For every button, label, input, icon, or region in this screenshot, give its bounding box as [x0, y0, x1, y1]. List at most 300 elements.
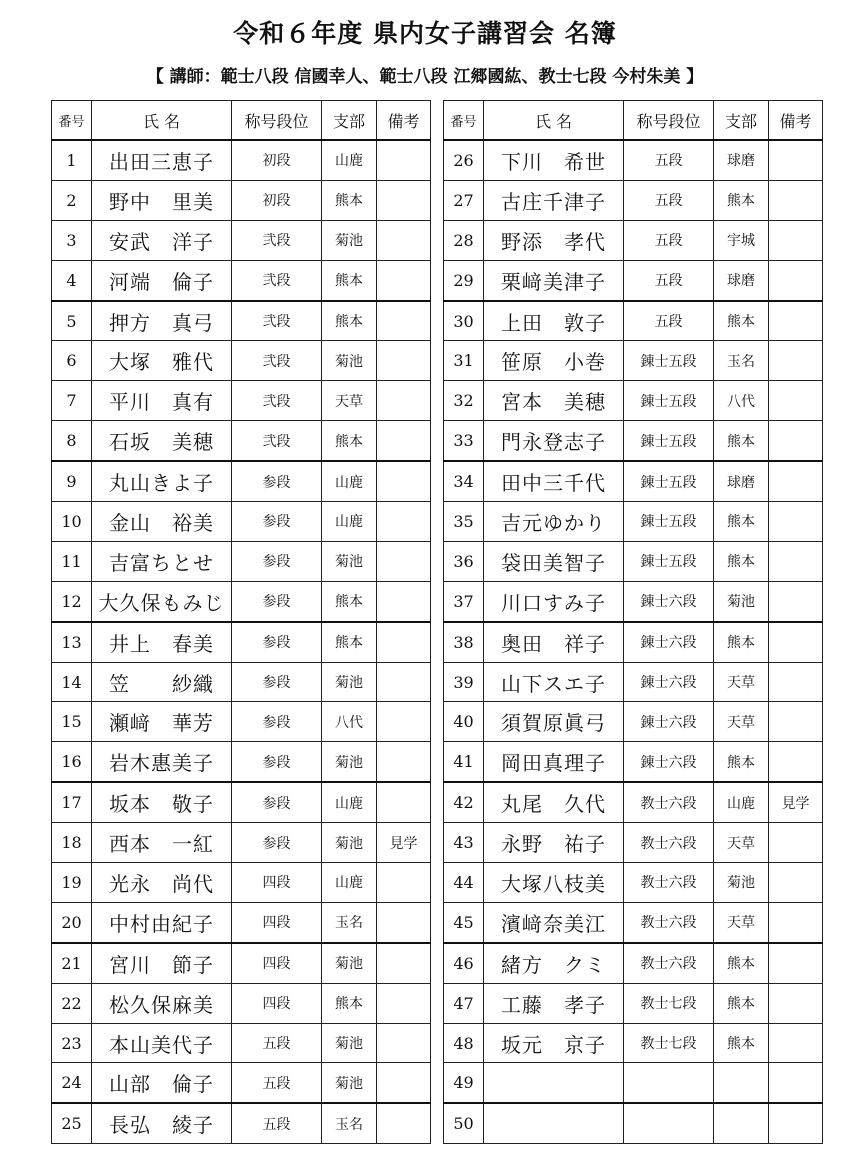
member-rank: 錬士六段: [624, 702, 714, 742]
table-row: [444, 301, 823, 341]
roster-body-right: [444, 140, 823, 1144]
member-branch: 熊本: [322, 581, 377, 621]
member-number: 26: [444, 140, 484, 180]
table-row: [52, 260, 431, 300]
member-branch: 天草: [714, 902, 769, 942]
member-name: 笠 紗織: [92, 662, 232, 702]
member-remarks: [377, 260, 431, 300]
member-rank: 参段: [232, 502, 322, 542]
member-rank: 五段: [624, 220, 714, 260]
member-remarks: [769, 260, 823, 300]
member-name: 大久保もみじ: [92, 581, 232, 621]
member-number: 33: [444, 421, 484, 461]
header-branch: 支部: [322, 101, 377, 141]
member-number: 25: [52, 1103, 92, 1143]
member-name: 袋田美智子: [484, 541, 624, 581]
member-remarks: [769, 742, 823, 782]
member-rank: 錬士六段: [624, 662, 714, 702]
table-row: [444, 863, 823, 903]
member-rank: 五段: [624, 301, 714, 341]
member-rank: 五段: [624, 140, 714, 180]
table-row: [52, 381, 431, 421]
member-remarks: [377, 502, 431, 542]
member-remarks: [769, 301, 823, 341]
table-row: [52, 1023, 431, 1063]
member-remarks: [377, 301, 431, 341]
member-number: 17: [52, 782, 92, 822]
header-name: 氏 名: [92, 101, 232, 141]
table-row: [444, 341, 823, 381]
roster-table-left: [51, 100, 431, 1144]
member-name: 吉元ゆかり: [484, 502, 624, 542]
member-remarks: 見学: [377, 823, 431, 863]
member-remarks: [377, 180, 431, 220]
member-rank: 教士六段: [624, 863, 714, 903]
member-number: 41: [444, 742, 484, 782]
member-branch: 天草: [322, 381, 377, 421]
member-branch: 菊池: [322, 662, 377, 702]
member-rank: 弐段: [232, 421, 322, 461]
table-row: [52, 662, 431, 702]
member-number: 31: [444, 341, 484, 381]
member-number: 38: [444, 622, 484, 662]
member-number: 4: [52, 260, 92, 300]
member-branch: 天草: [714, 662, 769, 702]
member-number: 30: [444, 301, 484, 341]
member-branch: [714, 1063, 769, 1103]
member-number: 45: [444, 902, 484, 942]
member-rank: 弐段: [232, 260, 322, 300]
member-remarks: [377, 1023, 431, 1063]
member-name: 丸山きよ子: [92, 461, 232, 501]
table-row: [52, 140, 431, 180]
table-row: [52, 341, 431, 381]
member-rank: 初段: [232, 180, 322, 220]
member-rank: 参段: [232, 702, 322, 742]
member-number: 36: [444, 541, 484, 581]
member-name: 坂本 敬子: [92, 782, 232, 822]
member-remarks: [377, 863, 431, 903]
member-number: 40: [444, 702, 484, 742]
member-name: 上田 敦子: [484, 301, 624, 341]
member-rank: 教士六段: [624, 782, 714, 822]
member-remarks: [769, 541, 823, 581]
table-row: [52, 622, 431, 662]
member-rank: 参段: [232, 662, 322, 702]
member-remarks: [377, 381, 431, 421]
member-remarks: [377, 1063, 431, 1103]
member-remarks: [769, 823, 823, 863]
member-rank: 錬士六段: [624, 622, 714, 662]
member-number: 20: [52, 902, 92, 942]
member-name: 栗﨑美津子: [484, 260, 624, 300]
member-remarks: [377, 622, 431, 662]
member-name: 野中 里美: [92, 180, 232, 220]
member-remarks: [769, 1103, 823, 1143]
member-branch: 山鹿: [322, 461, 377, 501]
header-remarks: 備考: [769, 101, 823, 141]
member-remarks: [769, 581, 823, 621]
member-remarks: [769, 461, 823, 501]
member-remarks: [769, 140, 823, 180]
table-row: [52, 1063, 431, 1103]
member-remarks: [377, 742, 431, 782]
table-row: [52, 541, 431, 581]
member-number: 11: [52, 541, 92, 581]
member-rank: 参段: [232, 541, 322, 581]
table-row: [444, 220, 823, 260]
table-row: [444, 702, 823, 742]
member-remarks: [377, 1103, 431, 1143]
member-branch: 熊本: [322, 622, 377, 662]
member-branch: 熊本: [714, 421, 769, 461]
table-row: [52, 902, 431, 942]
member-number: 23: [52, 1023, 92, 1063]
member-branch: 宇城: [714, 220, 769, 260]
member-number: 18: [52, 823, 92, 863]
member-name: 中村由紀子: [92, 902, 232, 942]
member-remarks: [769, 983, 823, 1023]
member-name: 岡田真理子: [484, 742, 624, 782]
table-row: [444, 381, 823, 421]
member-branch: 山鹿: [322, 502, 377, 542]
header-rank: 称号段位: [624, 101, 714, 141]
member-branch: 熊本: [322, 421, 377, 461]
member-remarks: 見学: [769, 782, 823, 822]
member-name: 岩木惠美子: [92, 742, 232, 782]
member-number: 37: [444, 581, 484, 621]
instructors-line: 【 講師：範士八段 信國幸人、範士八段 江郷國紘、教士七段 今村朱美 】: [146, 67, 704, 87]
member-name: 吉富ちとせ: [92, 541, 232, 581]
table-row: [52, 742, 431, 782]
member-name: 山部 倫子: [92, 1063, 232, 1103]
table-row: [444, 742, 823, 782]
member-branch: 球磨: [714, 461, 769, 501]
member-number: 29: [444, 260, 484, 300]
member-remarks: [377, 421, 431, 461]
member-number: 21: [52, 943, 92, 983]
member-rank: 弐段: [232, 301, 322, 341]
member-rank: 参段: [232, 461, 322, 501]
member-rank: 参段: [232, 782, 322, 822]
table-row: [52, 461, 431, 501]
member-name: [484, 1063, 624, 1103]
member-name: 丸尾 久代: [484, 782, 624, 822]
member-remarks: [769, 341, 823, 381]
member-name: 濱﨑奈美江: [484, 902, 624, 942]
member-rank: 五段: [232, 1103, 322, 1143]
member-number: 9: [52, 461, 92, 501]
member-name: 出田三恵子: [92, 140, 232, 180]
member-branch: 菊池: [322, 742, 377, 782]
table-row: [444, 180, 823, 220]
member-name: 笹原 小巻: [484, 341, 624, 381]
member-name: 永野 祐子: [484, 823, 624, 863]
member-name: 西本 一紅: [92, 823, 232, 863]
member-number: 13: [52, 622, 92, 662]
table-row: [52, 983, 431, 1023]
member-rank: 五段: [624, 180, 714, 220]
member-branch: 菊池: [322, 341, 377, 381]
member-number: 34: [444, 461, 484, 501]
member-name: 平川 真有: [92, 381, 232, 421]
member-name: 大塚八枝美: [484, 863, 624, 903]
table-row: [52, 502, 431, 542]
member-name: 石坂 美穂: [92, 421, 232, 461]
member-name: 松久保麻美: [92, 983, 232, 1023]
member-name: 井上 春美: [92, 622, 232, 662]
table-row: [444, 622, 823, 662]
member-branch: 菊池: [322, 1023, 377, 1063]
member-branch: 熊本: [714, 301, 769, 341]
member-number: 14: [52, 662, 92, 702]
header-rank: 称号段位: [232, 101, 322, 141]
member-remarks: [769, 421, 823, 461]
member-branch: 山鹿: [322, 782, 377, 822]
table-row: [444, 943, 823, 983]
member-number: 8: [52, 421, 92, 461]
roster-body-left: [52, 140, 431, 1144]
member-rank: 錬士五段: [624, 381, 714, 421]
member-branch: 天草: [714, 823, 769, 863]
member-name: 工藤 孝子: [484, 983, 624, 1023]
member-number: 43: [444, 823, 484, 863]
member-number: 42: [444, 782, 484, 822]
member-remarks: [377, 220, 431, 260]
member-rank: 弐段: [232, 341, 322, 381]
member-number: 16: [52, 742, 92, 782]
member-number: 28: [444, 220, 484, 260]
member-branch: 球磨: [714, 260, 769, 300]
header-row: [444, 101, 823, 141]
member-number: 44: [444, 863, 484, 903]
member-remarks: [769, 220, 823, 260]
member-remarks: [377, 943, 431, 983]
member-number: 39: [444, 662, 484, 702]
table-row: [444, 541, 823, 581]
member-name: 緒方 クミ: [484, 943, 624, 983]
header-name: 氏 名: [484, 101, 624, 141]
member-branch: [714, 1103, 769, 1143]
member-rank: 錬士五段: [624, 461, 714, 501]
member-number: 32: [444, 381, 484, 421]
member-rank: 五段: [232, 1023, 322, 1063]
table-row: [52, 1103, 431, 1143]
member-rank: 弐段: [232, 381, 322, 421]
table-row: [52, 421, 431, 461]
member-branch: 菊池: [322, 823, 377, 863]
member-name: 河端 倫子: [92, 260, 232, 300]
member-rank: 初段: [232, 140, 322, 180]
member-rank: 弐段: [232, 220, 322, 260]
member-rank: 錬士六段: [624, 581, 714, 621]
member-remarks: [769, 662, 823, 702]
member-name: 長弘 綾子: [92, 1103, 232, 1143]
table-row: [52, 702, 431, 742]
member-remarks: [769, 381, 823, 421]
member-number: 10: [52, 502, 92, 542]
member-rank: 四段: [232, 983, 322, 1023]
member-rank: 四段: [232, 863, 322, 903]
table-row: [444, 782, 823, 822]
member-branch: 熊本: [322, 983, 377, 1023]
member-name: 坂元 京子: [484, 1023, 624, 1063]
member-name: 本山美代子: [92, 1023, 232, 1063]
member-branch: 熊本: [322, 260, 377, 300]
member-rank: 参段: [232, 581, 322, 621]
member-remarks: [769, 943, 823, 983]
member-branch: 菊池: [322, 220, 377, 260]
member-name: 野添 孝代: [484, 220, 624, 260]
member-remarks: [377, 782, 431, 822]
member-branch: 山鹿: [714, 782, 769, 822]
member-number: 6: [52, 341, 92, 381]
member-remarks: [377, 541, 431, 581]
member-rank: 参段: [232, 742, 322, 782]
member-branch: 山鹿: [322, 140, 377, 180]
member-number: 15: [52, 702, 92, 742]
member-branch: 天草: [714, 702, 769, 742]
member-remarks: [377, 581, 431, 621]
table-row: [444, 983, 823, 1023]
member-branch: 熊本: [714, 622, 769, 662]
member-branch: 菊池: [714, 863, 769, 903]
table-row: [444, 902, 823, 942]
member-rank: 五段: [624, 260, 714, 300]
member-branch: 玉名: [714, 341, 769, 381]
table-row: [444, 502, 823, 542]
member-number: 49: [444, 1063, 484, 1103]
table-row: [52, 581, 431, 621]
member-rank: 四段: [232, 902, 322, 942]
member-remarks: [377, 702, 431, 742]
header-number: 番号: [52, 101, 92, 141]
table-row: [444, 421, 823, 461]
member-rank: 錬士五段: [624, 502, 714, 542]
member-number: 46: [444, 943, 484, 983]
member-rank: 教士七段: [624, 1023, 714, 1063]
table-row: [52, 301, 431, 341]
member-remarks: [769, 1063, 823, 1103]
member-rank: 四段: [232, 943, 322, 983]
table-row: [444, 461, 823, 501]
member-number: 35: [444, 502, 484, 542]
header-remarks: 備考: [377, 101, 431, 141]
member-rank: 錬士五段: [624, 541, 714, 581]
member-name: 須賀原眞弓: [484, 702, 624, 742]
member-remarks: [377, 662, 431, 702]
member-name: 宮本 美穂: [484, 381, 624, 421]
member-name: 古庄千津子: [484, 180, 624, 220]
member-remarks: [377, 461, 431, 501]
member-rank: 錬士六段: [624, 742, 714, 782]
table-row: [444, 662, 823, 702]
member-rank: 参段: [232, 823, 322, 863]
member-remarks: [377, 983, 431, 1023]
member-number: 1: [52, 140, 92, 180]
member-rank: 錬士五段: [624, 421, 714, 461]
member-remarks: [377, 341, 431, 381]
member-rank: 錬士五段: [624, 341, 714, 381]
table-row: [444, 1063, 823, 1103]
member-name: 門永登志子: [484, 421, 624, 461]
member-branch: 玉名: [322, 902, 377, 942]
member-name: [484, 1103, 624, 1143]
member-name: 瀬﨑 華芳: [92, 702, 232, 742]
member-remarks: [769, 180, 823, 220]
member-branch: 熊本: [714, 541, 769, 581]
member-name: 押方 真弓: [92, 301, 232, 341]
member-remarks: [769, 702, 823, 742]
member-number: 27: [444, 180, 484, 220]
member-rank: 教士六段: [624, 823, 714, 863]
member-number: 2: [52, 180, 92, 220]
member-remarks: [769, 1023, 823, 1063]
member-branch: 八代: [322, 702, 377, 742]
member-number: 50: [444, 1103, 484, 1143]
member-name: 下川 希世: [484, 140, 624, 180]
member-remarks: [769, 622, 823, 662]
member-number: 47: [444, 983, 484, 1023]
table-row: [444, 1103, 823, 1143]
member-rank: 参段: [232, 622, 322, 662]
table-row: [52, 782, 431, 822]
member-branch: 山鹿: [322, 863, 377, 903]
member-branch: 玉名: [322, 1103, 377, 1143]
header-row: [52, 101, 431, 141]
table-row: [444, 581, 823, 621]
member-rank: 五段: [232, 1063, 322, 1103]
member-number: 24: [52, 1063, 92, 1103]
member-name: 田中三千代: [484, 461, 624, 501]
member-number: 48: [444, 1023, 484, 1063]
member-branch: 熊本: [714, 943, 769, 983]
table-row: [52, 220, 431, 260]
page-title: 令和６年度 県内女子講習会 名簿: [233, 19, 617, 48]
member-branch: 熊本: [714, 1023, 769, 1063]
member-branch: 熊本: [714, 742, 769, 782]
member-name: 大塚 雅代: [92, 341, 232, 381]
member-branch: 菊池: [322, 943, 377, 983]
member-name: 奥田 祥子: [484, 622, 624, 662]
table-row: [444, 260, 823, 300]
member-number: 22: [52, 983, 92, 1023]
member-branch: 八代: [714, 381, 769, 421]
member-name: 光永 尚代: [92, 863, 232, 903]
member-branch: 菊池: [322, 1063, 377, 1103]
member-name: 山下スエ子: [484, 662, 624, 702]
table-row: [444, 1023, 823, 1063]
member-branch: 菊池: [714, 581, 769, 621]
member-branch: 熊本: [714, 180, 769, 220]
table-row: [52, 943, 431, 983]
member-branch: 熊本: [714, 502, 769, 542]
member-number: 5: [52, 301, 92, 341]
member-branch: 球磨: [714, 140, 769, 180]
table-row: [52, 823, 431, 863]
header-branch: 支部: [714, 101, 769, 141]
member-rank: 教士六段: [624, 943, 714, 983]
table-row: [444, 823, 823, 863]
member-rank: 教士七段: [624, 983, 714, 1023]
member-remarks: [377, 140, 431, 180]
member-name: 安武 洋子: [92, 220, 232, 260]
member-number: 7: [52, 381, 92, 421]
member-branch: 熊本: [322, 301, 377, 341]
member-remarks: [377, 902, 431, 942]
member-rank: 教士六段: [624, 902, 714, 942]
member-number: 3: [52, 220, 92, 260]
